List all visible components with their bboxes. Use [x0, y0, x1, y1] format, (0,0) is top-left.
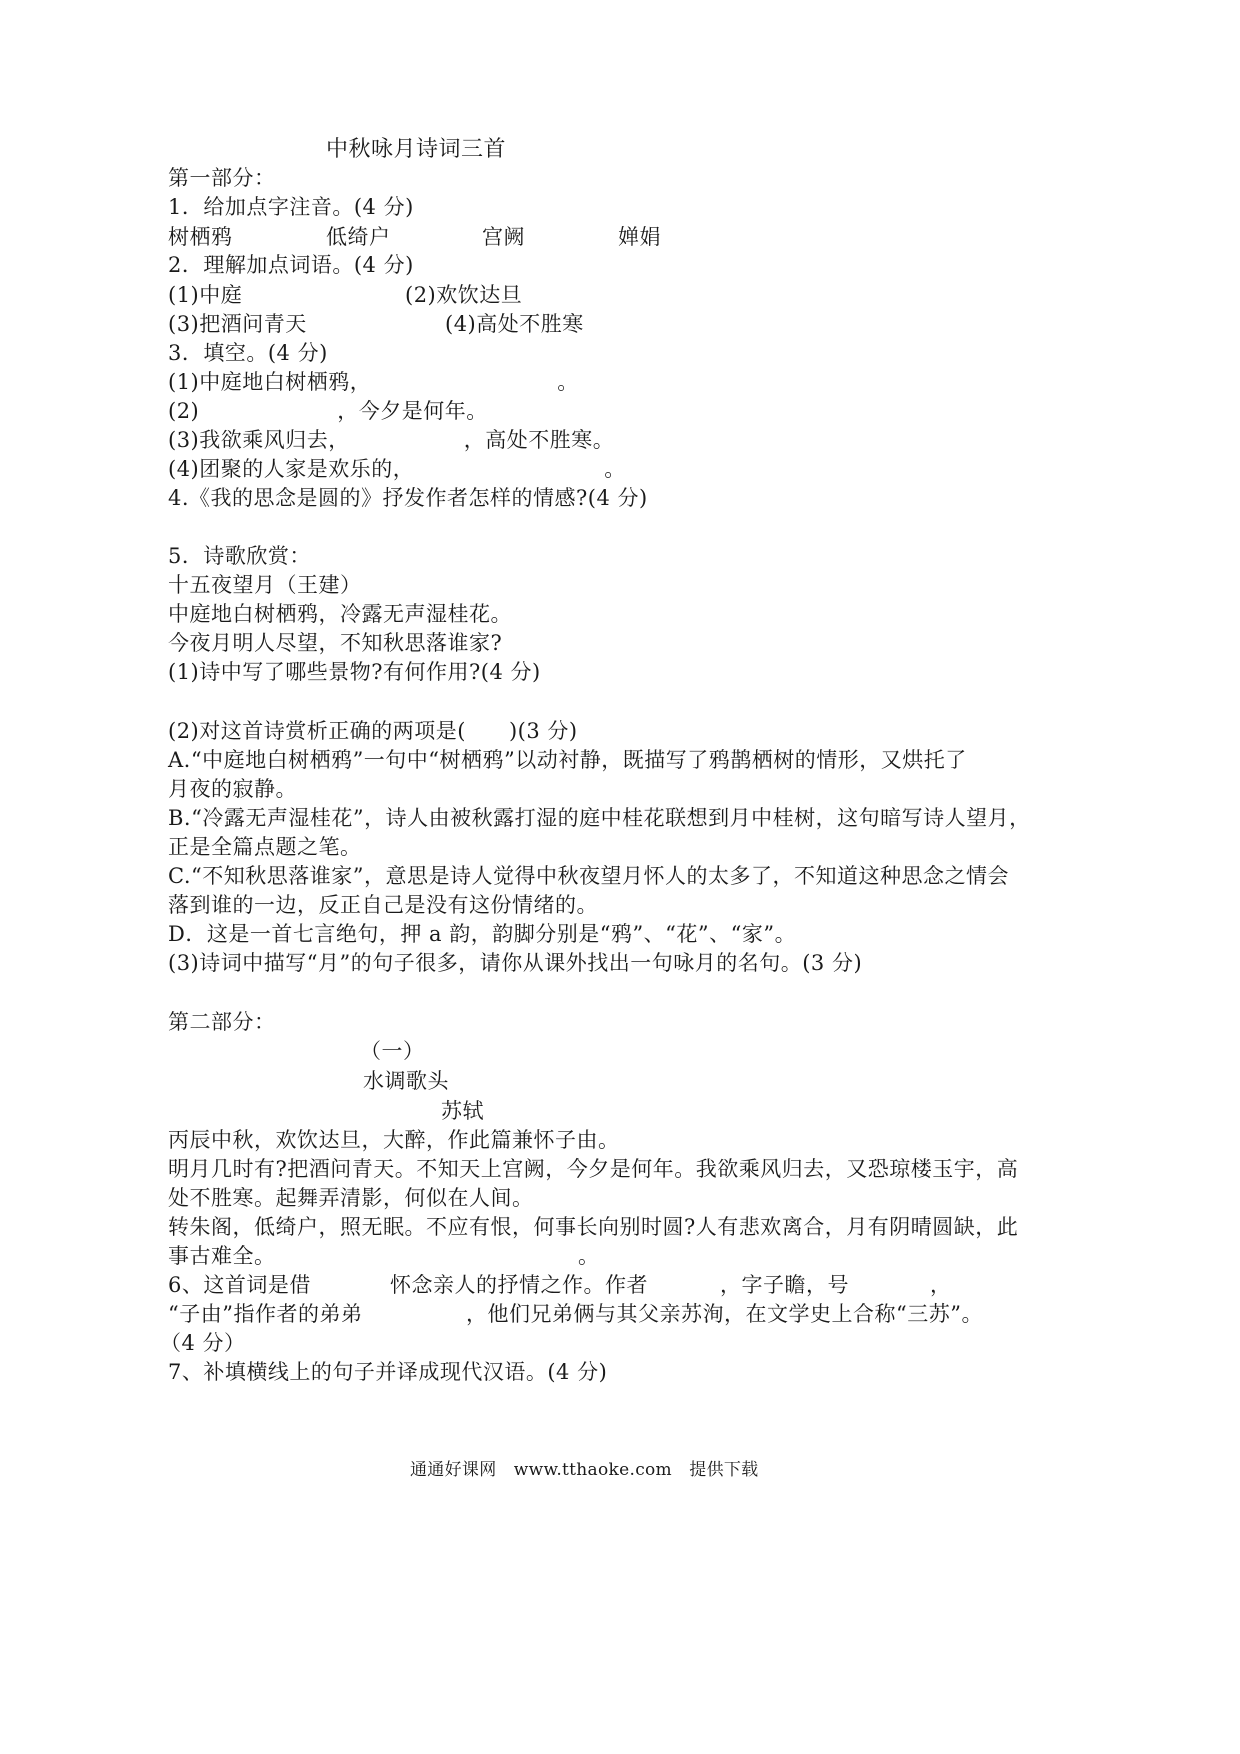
option-a: A.“中庭地白树栖鸦”一句中“树栖鸦”以动衬静，既描写了鸦鹊栖树的情形，又烘托了	[168, 748, 967, 772]
q6-text: ，字子瞻，号	[720, 1273, 849, 1297]
q1-word: 低绮户	[326, 225, 391, 249]
ci-text: 事古难全。	[168, 1244, 276, 1268]
page-footer: 通通好课网 www.tthaoke.com 提供下载	[410, 1460, 759, 1480]
q6-text: 怀念亲人的抒情之作。作者	[390, 1273, 648, 1297]
q3-line1-end: 。	[557, 370, 579, 394]
ci-preface: 丙辰中秋，欢饮达旦，大醉，作此篇兼怀子由。	[168, 1128, 620, 1152]
q4-prompt: 4.《我的思念是圆的》抒发作者怎样的情感?(4 分)	[168, 486, 648, 510]
q2-item: (2)欢饮达旦	[405, 283, 523, 307]
q2-prompt: 2．理解加点词语。(4 分)	[168, 253, 414, 277]
q2-item: (4)高处不胜寒	[445, 312, 584, 336]
poem-line: 中庭地白树栖鸦，冷露无声湿桂花。	[168, 602, 512, 626]
poem-line: 今夜月明人尽望，不知秋思落谁家?	[168, 631, 503, 655]
q3-line2	[168, 396, 488, 426]
part1-heading: 第一部分：	[168, 166, 276, 190]
q5-sub1: (1)诗中写了哪些景物?有何作用?(4 分)	[168, 660, 541, 684]
q5-sub2: (2)对这首诗赏析正确的两项是( )(3 分)	[168, 719, 578, 743]
q7-prompt: 7、补填横线上的句子并译成现代汉语。(4 分)	[168, 1360, 608, 1384]
page-title: 中秋咏月诗词三首	[326, 137, 507, 162]
q3-line4-end: 。	[604, 457, 626, 481]
q3-line4	[168, 454, 626, 484]
q6-text: ，	[930, 1273, 952, 1297]
q1-word: 婵娟	[618, 225, 661, 249]
q6-text: 6、这首词是借	[168, 1273, 311, 1297]
ci-author: 苏轼	[441, 1099, 484, 1123]
q3-line3	[168, 425, 614, 455]
section-number: （一）	[360, 1039, 425, 1063]
option-c-cont: 落到谁的一边，反正自己是没有这份情绪的。	[168, 893, 598, 917]
q6-text: ，他们兄弟俩与其父亲苏洵，在文学史上合称“三苏”。	[466, 1302, 983, 1326]
option-b: B.“冷露无声湿桂花”，诗人由被秋露打湿的庭中桂花联想到月中桂树，这句暗写诗人望月，	[168, 806, 1031, 830]
part2-heading: 第二部分：	[168, 1010, 276, 1034]
q5-sub3: (3)诗词中描写“月”的句子很多，请你从课外找出一句咏月的名句。(3 分)	[168, 951, 863, 975]
q1-word: 树栖鸦	[168, 225, 233, 249]
q2-item: (1)中庭	[168, 283, 243, 307]
ci-text-end: 。	[578, 1244, 600, 1268]
q5-prompt: 5．诗歌欣赏：	[168, 544, 311, 568]
q3-line4-text: (4)团聚的人家是欢乐的，	[168, 457, 415, 481]
ci-title: 水调歌头	[363, 1069, 449, 1093]
q1-word: 宫阙	[482, 225, 525, 249]
q3-line3-end: ，高处不胜寒。	[463, 428, 615, 452]
q3-line2-text: (2)	[168, 399, 200, 423]
q6-score: （4 分）	[160, 1331, 246, 1355]
ci-text: 明月几时有?把酒问青天。不知天上宫阙，今夕是何年。我欲乘风归去，又恐琼楼玉宇，高	[168, 1157, 1019, 1181]
q1-prompt: 1．给加点字注音。(4 分)	[168, 195, 414, 219]
ci-text: 处不胜寒。起舞弄清影，何似在人间。	[168, 1186, 534, 1210]
option-d: D．这是一首七言绝句，押 a 韵，韵脚分别是“鸦”、“花”、“家”。	[168, 922, 797, 946]
q6-text: “子由”指作者的弟弟	[168, 1302, 363, 1326]
q3-line3-text: (3)我欲乘风归去，	[168, 428, 350, 452]
ci-text: 转朱阁，低绮户，照无眠。不应有恨，何事长向别时圆?人有悲欢离合，月有阴晴圆缺，此	[168, 1215, 1019, 1239]
option-b-cont: 正是全篇点题之笔。	[168, 835, 362, 859]
q3-line2-end: ，今夕是何年。	[337, 399, 488, 423]
q2-item: (3)把酒问青天	[168, 312, 307, 336]
option-c: C.“不知秋思落谁家”，意思是诗人觉得中秋夜望月怀人的太多了，不知道这种思念之情会	[168, 864, 1009, 888]
poem-title: 十五夜望月（王建）	[168, 573, 362, 597]
q3-line1	[168, 367, 579, 397]
option-a-cont: 月夜的寂静。	[168, 777, 297, 801]
q3-line1-text: (1)中庭地白树栖鸦，	[168, 370, 372, 394]
q3-prompt: 3．填空。(4 分)	[168, 341, 328, 365]
